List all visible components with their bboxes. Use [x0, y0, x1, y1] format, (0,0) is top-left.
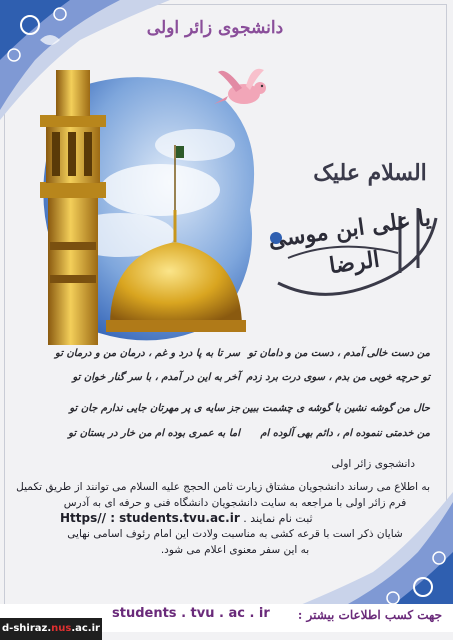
- announcement-address: [60, 511, 320, 525]
- dove-icon: [212, 64, 272, 114]
- watermark-highlight: nus: [51, 623, 72, 634]
- footer-site-link[interactable]: students . tvu . ac . ir: [112, 606, 270, 621]
- announcement-line: شایان ذکر است با قرعه کشی به مناسبت ولادت این امام رئوف اسامی نهایی: [67, 528, 403, 540]
- poem-verse: [20, 403, 440, 423]
- verse-hemistich: سر تا به پا درد و غم ، درمان من و درمان تو: [55, 348, 240, 359]
- verse-hemistich: حال من گوشه نشین با گوشه ی چشمت ببین: [242, 403, 430, 414]
- watermark-prefix: d-shiraz.: [2, 623, 52, 634]
- calligraphy-line: یا علی ابن موسی: [266, 204, 433, 254]
- announcement-line: به اطلاع می رساند دانشجویان مشتاق زیارت ثامن الحجج علیه السلام می توانند از طریق تکمیل: [16, 481, 430, 493]
- poem-verse: [20, 348, 440, 368]
- watermark-suffix: .ac.ir: [71, 623, 100, 634]
- announcement-line: فرم زائر اولی با مراجعه به سایت دانشجویان دانشگاه فنی و حرفه ای به آدرس: [63, 497, 407, 509]
- header-title: دانشجوی زائر اولی: [146, 18, 284, 38]
- verse-hemistich: من خدمتی ننموده ام ، دائم بهی آلوده ام: [260, 428, 430, 439]
- salutation: السلام علیک: [313, 160, 427, 186]
- address-suffix: ثبت نام نمایند .: [243, 512, 313, 525]
- announcement-heading: دانشجوی زائر اولی: [331, 458, 415, 470]
- calligraphy-line: الرضا: [327, 246, 382, 280]
- verse-hemistich: اما به عمری بوده ام من خار در بستان تو: [68, 428, 240, 439]
- poem-verse: [20, 372, 440, 392]
- footer-info-label: جهت کسب اطلاعات بیشتر :: [297, 608, 442, 622]
- address-url[interactable]: Https// : students.tvu.ac.ir: [60, 511, 240, 525]
- verse-hemistich: من دست خالی آمدم ، دست من و دامان تو: [248, 348, 430, 359]
- verse-hemistich: آخر به این در آمدم ، با سر گنار خوان تو: [72, 372, 240, 383]
- verse-hemistich: تو حرچه خوبی من بدم ، سوی درت برد زدم: [246, 372, 430, 383]
- poem-verse: [20, 428, 440, 448]
- watermark: [0, 618, 102, 640]
- verse-hemistich: جز سایه ی پر مهرتان جایی ندارم جان تو: [69, 403, 240, 414]
- announcement-line: به این سفر معنوی اعلام می شود.: [160, 544, 310, 556]
